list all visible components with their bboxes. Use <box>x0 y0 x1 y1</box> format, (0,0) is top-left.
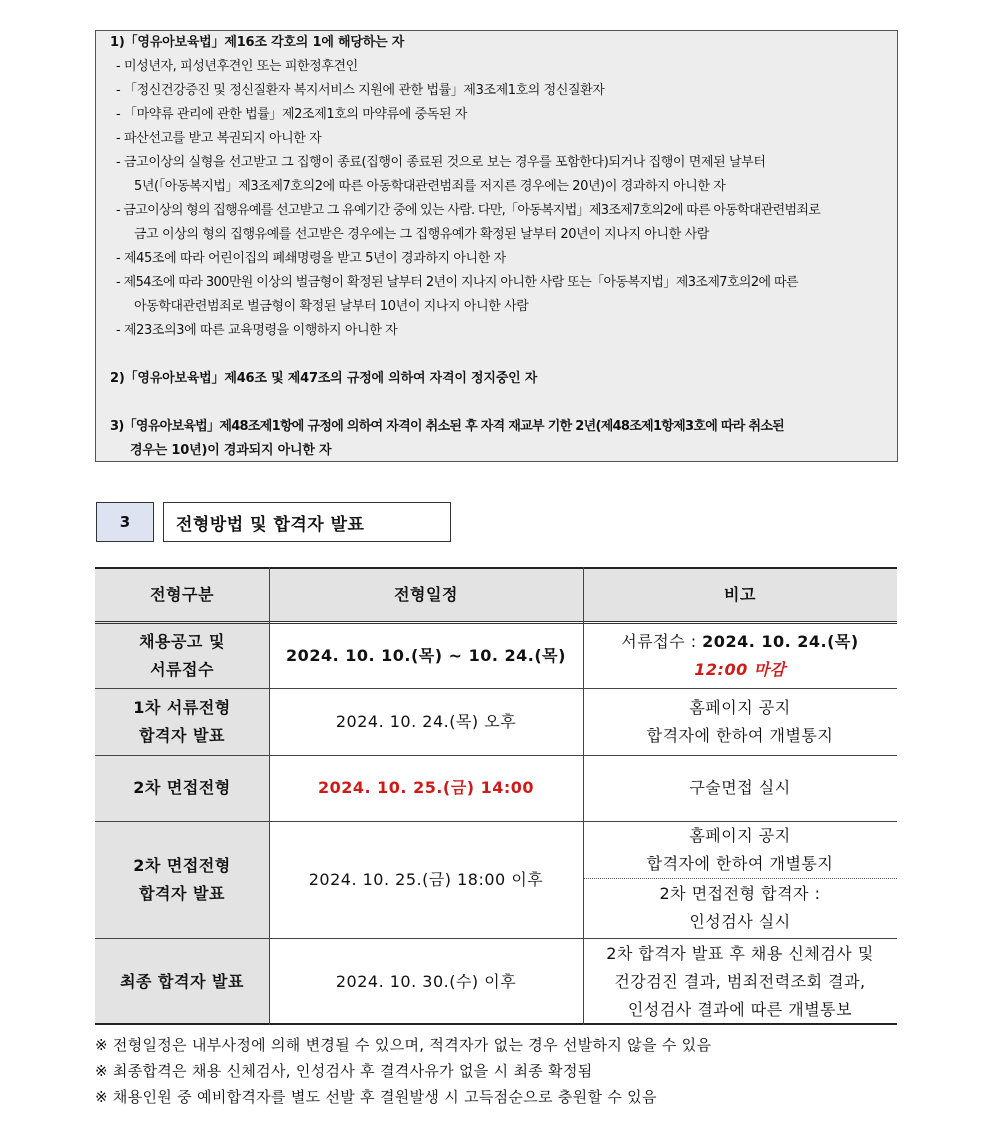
table-row-schedule: 2024. 10. 25.(금) 18:00 이후 <box>308 869 544 889</box>
row-divider <box>95 755 897 756</box>
note-line: 건강검진 결과, 범죄전력조회 결과, <box>614 972 866 991</box>
note-line: 합격자에 한하여 개별통지 <box>646 726 834 745</box>
footnote: ※ 최종합격은 채용 신체검사, 인성검사 후 결격사유가 없을 시 최종 확정됨 <box>95 1062 593 1080</box>
footnote: ※ 전형일정은 내부사정에 의해 변경될 수 있으며, 적격자가 없는 경우 선발하지 않을 수 있음 <box>95 1036 712 1054</box>
stage-line: 합격자 발표 <box>139 726 225 745</box>
disqualification-item-cont: 금고 이상의 형의 집행유예를 선고받은 경우에는 그 집행유예가 확정된 날부터 20년이 지나지 아니한 사람 <box>134 227 709 242</box>
table-row-schedule: 2024. 10. 30.(수) 이후 <box>335 972 517 991</box>
row-divider <box>95 821 897 822</box>
schedule-table <box>95 567 897 1025</box>
disqualification-item: - 제23조의3에 따른 교육명령을 이행하지 아니한 자 <box>116 323 398 338</box>
table-row-schedule: 2024. 10. 25.(금) 14:00 <box>317 778 535 797</box>
table-row-note <box>583 624 897 688</box>
note-line: 인성검사 결과에 따른 개별통보 <box>627 1000 853 1019</box>
note-line: 홈페이지 공지 <box>689 825 791 845</box>
row-divider <box>95 938 897 939</box>
note-date: 2024. 10. 24.(목) <box>702 632 859 651</box>
table-row-stage: 최종 합격자 발표 <box>120 972 244 991</box>
header-double-border <box>95 621 897 624</box>
disqualification-item: - 미성년자, 피성년후견인 또는 피한정후견인 <box>116 59 358 74</box>
disqualification-item: - 금고이상의 형의 집행유예를 선고받고 그 유예기간 중에 있는 사람. 다만,「아동복지법」제3조제7호의2에 따른 아동학대관련범죄로 <box>116 203 821 218</box>
disqualification-item: - 제54조에 따라 300만원 이상의 벌금형이 확정된 날부터 2년이 지나지 아니한 사람 또는「아동복지법」제3조제7호의2에 따른 <box>116 275 798 290</box>
table-row-note <box>583 939 897 1025</box>
header-schedule: 전형일정 <box>394 584 458 604</box>
note-line: 합격자에 한하여 개별통지 <box>646 853 834 873</box>
table-top-border <box>95 567 897 569</box>
table-row-stage <box>95 821 269 938</box>
table-row-note <box>583 821 897 878</box>
table-row-note: 구술면접 실시 <box>689 778 791 797</box>
table-row-schedule: 2024. 10. 10.(목) ~ 10. 24.(목) <box>286 646 566 665</box>
disqualification-box <box>95 30 898 462</box>
disqualification-item: - 파산선고를 받고 복권되지 아니한 자 <box>116 131 322 146</box>
disqualification-heading-3: 3)「영유아보육법」제48조제1항에 규정에 의하여 자격이 취소된 후 자격 재교부 기한 2년(제48조제1항제3호에 따라 취소된 <box>110 419 785 434</box>
disqualification-item-cont: 아동학대관련범죄로 벌금형이 확정된 날부터 10년이 지나지 아니한 사람 <box>134 299 529 314</box>
deadline-time: 12:00 마감 <box>694 660 786 679</box>
table-row-stage <box>95 689 269 755</box>
table-row-note <box>583 689 897 755</box>
stage-line: 2차 면접전형 <box>133 855 231 875</box>
section-title: 전형방법 및 합격자 발표 <box>163 502 451 542</box>
table-bottom-border <box>95 1023 897 1025</box>
table-row-note-secondary <box>583 878 897 938</box>
column-divider <box>269 567 270 1025</box>
stage-line: 채용공고 및 <box>139 632 225 651</box>
table-row-schedule: 2024. 10. 24.(목) 오후 <box>335 712 517 731</box>
stage-line: 1차 서류전형 <box>133 698 231 717</box>
disqualification-item-cont: 5년(「아동복지법」제3조제7호의2에 따른 아동학대관련범죄를 저지른 경우에는 20년)이 경과하지 아니한 자 <box>134 179 726 194</box>
disqualification-heading-1: 1)「영유아보육법」제16조 각호의 1에 해당하는 자 <box>110 35 405 50</box>
disqualification-item: - 금고이상의 실형을 선고받고 그 집행이 종료(집행이 종료된 것으로 보는 경우를 포함한다)되거나 집행이 면제된 날부터 <box>116 155 766 170</box>
disqualification-heading-3-cont: 경우는 10년)이 경과되지 아니한 자 <box>130 443 332 458</box>
disqualification-item: - 「마약류 관리에 관한 법률」제2조제1호의 마약류에 중독된 자 <box>116 107 467 122</box>
header-stage: 전형구분 <box>150 584 214 604</box>
note-line: 2차 면접전형 합격자 : <box>659 884 821 903</box>
stage-line: 합격자 발표 <box>139 883 225 903</box>
note-dotted-divider <box>583 878 897 879</box>
disqualification-item: - 제45조에 따라 어린이집의 폐쇄명령을 받고 5년이 경과하지 아니한 자 <box>116 251 506 266</box>
note-line: 서류접수 : 2024. 10. 24.(목) <box>621 632 859 651</box>
table-row-stage <box>95 624 269 688</box>
column-divider <box>583 567 584 1025</box>
footnote: ※ 채용인원 중 예비합격자를 별도 선발 후 결원발생 시 고득점순으로 충원할 수 있음 <box>95 1088 657 1106</box>
header-note: 비고 <box>724 584 756 604</box>
note-line: 홈페이지 공지 <box>689 698 791 717</box>
row-divider <box>95 688 897 689</box>
disqualification-heading-2: 2)「영유아보육법」제46조 및 제47조의 규정에 의하여 자격이 정지중인 자 <box>110 371 538 386</box>
table-row-stage: 2차 면접전형 <box>133 778 231 797</box>
note-line: 2차 합격자 발표 후 채용 신체검사 및 <box>606 944 874 963</box>
section-number: 3 <box>96 502 154 542</box>
stage-line: 서류접수 <box>150 660 214 679</box>
disqualification-item: - 「정신건강증진 및 정신질환자 복지서비스 지원에 관한 법률」제3조제1호의 정신질환자 <box>116 83 605 98</box>
note-line: 인성검사 실시 <box>689 912 791 931</box>
